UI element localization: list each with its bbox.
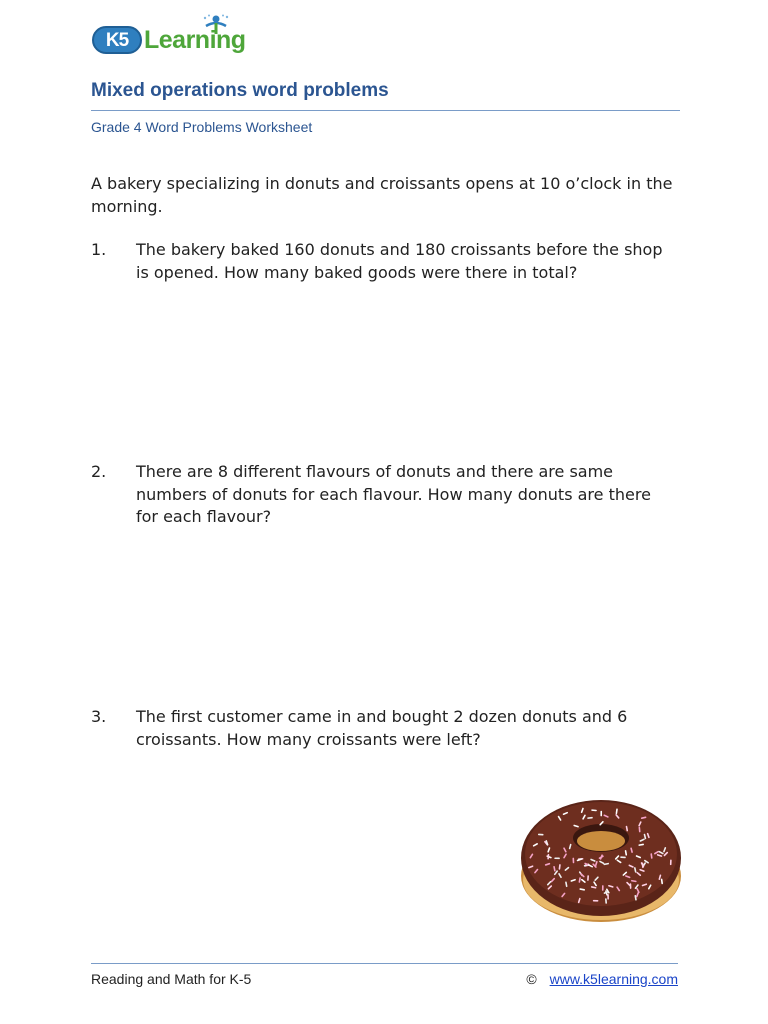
copyright-symbol: © [526, 971, 537, 987]
footer-credit [526, 971, 678, 987]
question-text: There are 8 different flavours of donuts and there are same numbers of donuts for each flavour. How many donuts are there for each flavour? [136, 462, 651, 526]
donut-illustration [518, 794, 684, 926]
question-text: The bakery baked 160 donuts and 180 croissants before the shop is opened. How many baked goods were there in total? [136, 240, 663, 282]
question-number: 1. [91, 240, 107, 259]
k5-learning-logo [92, 14, 262, 62]
question-number: 2. [91, 462, 107, 481]
logo-wordmark: Learning [144, 26, 246, 54]
title-divider [91, 110, 680, 111]
worksheet-subtitle: Grade 4 Word Problems Worksheet [91, 119, 313, 135]
worksheet-title: Mixed operations word problems [91, 80, 389, 101]
intro-paragraph: A bakery specializing in donuts and croissants opens at 10 o’clock in the morning. [91, 174, 673, 216]
footer-tagline: Reading and Math for K-5 [91, 971, 252, 987]
question-number: 3. [91, 707, 107, 726]
logo-badge [92, 26, 142, 54]
website-link[interactable]: www.k5learning.com [549, 971, 678, 987]
logo-figure-icon [200, 14, 232, 36]
question-text: The first customer came in and bought 2 dozen donuts and 6 croissants. How many croissants were left? [136, 707, 628, 749]
logo-badge-text: K5 [105, 30, 129, 51]
footer-divider [91, 963, 678, 964]
